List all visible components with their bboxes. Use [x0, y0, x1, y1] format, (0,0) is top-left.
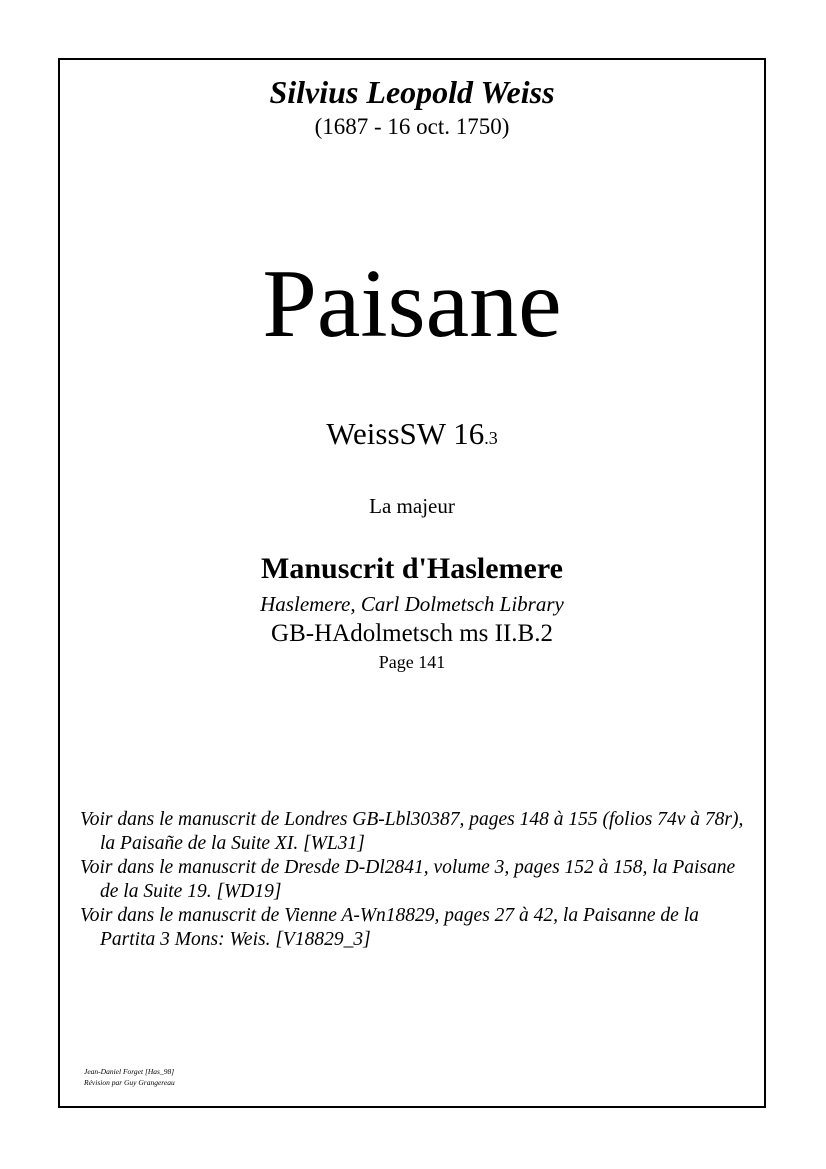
key-signature: La majeur — [369, 494, 455, 518]
credit-revision: Révision par Guy Grangereau — [84, 1078, 175, 1087]
piece-title: Paisane — [262, 250, 562, 358]
catalog-number — [60, 416, 764, 452]
note-dresden: Voir dans le manuscrit de Dresde D-Dl2841, volume 3, pages 152 à 158, la Paisane de la Suite 19. [WD19] — [80, 857, 736, 902]
note-vienna: Voir dans le manuscrit de Vienne A-Wn18829, pages 27 à 42, la Paisanne de la Partita 3 Mons: Weis. [V18829_3] — [80, 905, 699, 950]
composer-dates: (1687 - 16 oct. 1750) — [314, 114, 510, 139]
credit-author: Jean-Daniel Forget [Has_98] — [84, 1067, 175, 1076]
concordance-notes — [80, 808, 750, 952]
catalog-suffix: .3 — [484, 428, 498, 448]
manuscript-page: Page 141 — [378, 652, 446, 672]
credits — [84, 1066, 175, 1088]
composer-name: Silvius Leopold Weiss — [269, 74, 555, 110]
note-london: Voir dans le manuscrit de Londres GB-Lbl30387, pages 148 à 155 (folios 74v à 78r), la Paisañe de la Suite XI. [WL31] — [80, 809, 744, 854]
manuscript-title: Manuscrit d'Haslemere — [261, 552, 563, 585]
manuscript-library: Haslemere, Carl Dolmetsch Library — [260, 592, 564, 616]
page-frame — [58, 58, 766, 1108]
catalog-main: WeissSW 16 — [326, 416, 485, 451]
manuscript-shelfmark: GB-HAdolmetsch ms II.B.2 — [271, 620, 553, 647]
